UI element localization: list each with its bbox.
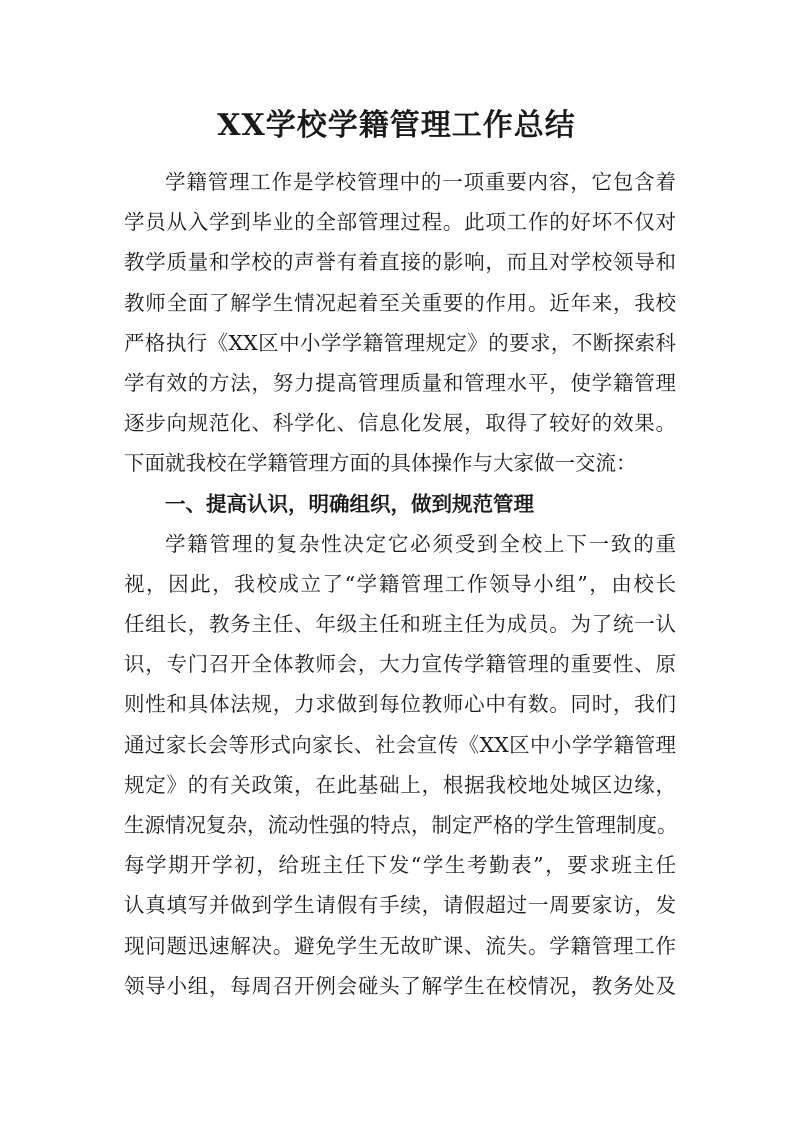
document-title: XX学校学籍管理工作总结 bbox=[217, 108, 576, 143]
paragraph-line: 学员从入学到毕业的全部管理过程。此项工作的好坏不仅对 bbox=[124, 210, 676, 235]
paragraph-line: 规定》的有关政策，在此基础上，根据我校地处城区边缘， bbox=[124, 772, 676, 797]
paragraph-line: 逐步向规范化、科学化、信息化发展，取得了较好的效果。 bbox=[124, 411, 676, 436]
paragraph-line: 学有效的方法，努力提高管理质量和管理水平，使学籍管理 bbox=[124, 370, 676, 395]
paragraph-line: 通过家长会等形式向家长、社会宣传《XX区中小学学籍管理 bbox=[124, 732, 676, 757]
paragraph-line: 每学期开学初，给班主任下发“学生考勤表”，要求班主任 bbox=[124, 853, 676, 878]
paragraph-line: 视，因此，我校成立了“学籍管理工作领导小组”，由校长 bbox=[124, 571, 676, 596]
paragraph-line: 学籍管理工作是学校管理中的一项重要内容，它包含着 bbox=[165, 170, 676, 194]
paragraph-line: 严格执行《XX区中小学学籍管理规定》的要求，不断探索科 bbox=[124, 330, 676, 355]
paragraph-line: 识，专门召开全体教师会，大力宣传学籍管理的重要性、原 bbox=[124, 652, 676, 677]
paragraph-line: 学籍管理的复杂性决定它必须受到全校上下一致的重 bbox=[165, 531, 676, 556]
document-body bbox=[124, 162, 676, 1006]
paragraph-line: 生源情况复杂，流动性强的特点，制定严格的学生管理制度。 bbox=[124, 813, 678, 837]
paragraph-line: 下面就我校在学籍管理方面的具体操作与大家做一交流： bbox=[124, 451, 637, 476]
paragraph-line: 领导小组，每周召开例会碰头了解学生在校情况，教务处及 bbox=[124, 973, 676, 998]
paragraph-line: 任组长，教务主任、年级主任和班主任为成员。为了统一认 bbox=[124, 612, 676, 637]
paragraph-line: 则性和具体法规，力求做到每位教师心中有数。同时，我们 bbox=[124, 692, 676, 717]
paragraph-line: 教学质量和学校的声誉有着直接的影响，而且对学校领导和 bbox=[124, 250, 676, 275]
paragraph-line: 教师全面了解学生情况起着至关重要的作用。近年来，我校 bbox=[124, 290, 676, 315]
paragraph-line: 认真填写并做到学生请假有手续，请假超过一周要家访，发 bbox=[124, 893, 676, 918]
section-heading: 一、提高认识，明确组织，做到规范管理 bbox=[165, 491, 534, 516]
paragraph-line: 现问题迅速解决。避免学生无故旷课、流失。学籍管理工作 bbox=[124, 933, 676, 958]
